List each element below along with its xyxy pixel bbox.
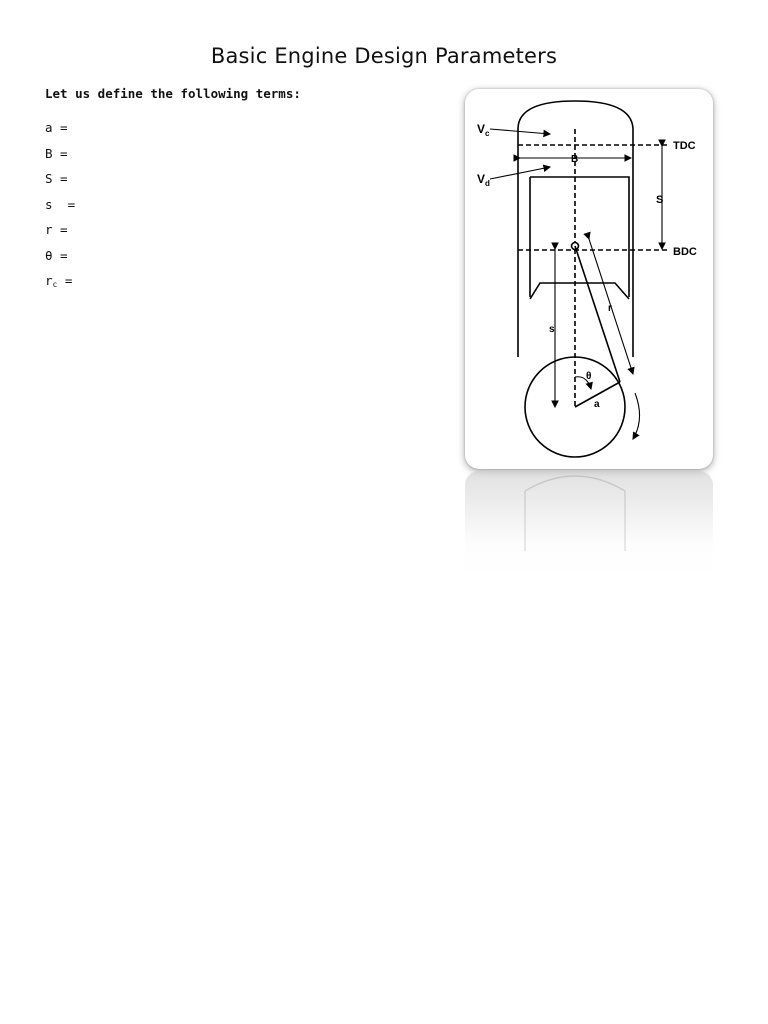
reflection-graphic <box>465 471 713 576</box>
vd-label: $V_d$ <box>477 172 490 188</box>
term-subscript: c <box>52 280 58 289</box>
term-symbol: r <box>45 222 53 237</box>
term-s <box>45 197 75 223</box>
tdc-label: TDC <box>673 140 696 152</box>
term-equals: = <box>57 273 73 288</box>
term-equals: = <box>52 222 68 237</box>
term-rc <box>45 273 75 299</box>
s-label: s <box>549 324 555 335</box>
cylinder-head <box>518 101 633 129</box>
term-equals: = <box>52 171 68 186</box>
term-equals: = <box>52 196 76 212</box>
term-equals: = <box>52 120 68 135</box>
piston <box>530 177 629 297</box>
vc-label: $V_c$ <box>477 122 490 138</box>
a-label: a <box>594 399 600 410</box>
engine-diagram-frame <box>465 89 713 469</box>
term-theta <box>45 248 75 274</box>
term-equals: = <box>52 247 68 263</box>
term-symbol: S <box>45 171 53 186</box>
figure-reflection <box>465 471 713 576</box>
term-r <box>45 222 75 248</box>
piston-skirt <box>530 283 629 299</box>
vc-arrow <box>490 129 550 134</box>
bore-label: B <box>571 154 579 165</box>
stroke-label: S <box>656 194 664 206</box>
intro-text: Let us define the following terms: <box>45 86 301 101</box>
rotation-arrow <box>633 393 640 439</box>
bdc-label: BDC <box>673 246 697 258</box>
page-title: Basic Engine Design Parameters <box>210 44 558 68</box>
term-bore <box>45 146 75 172</box>
term-symbol: r <box>45 273 53 288</box>
term-a <box>45 120 75 146</box>
term-symbol: s <box>45 196 53 212</box>
term-equals: = <box>52 145 68 161</box>
engine-diagram <box>465 89 713 469</box>
term-stroke <box>45 171 75 197</box>
r-label: r <box>608 303 612 314</box>
term-symbol: B <box>45 145 53 161</box>
theta-label: θ <box>586 371 592 382</box>
term-symbol: a <box>45 120 53 135</box>
term-symbol: θ <box>45 247 53 263</box>
term-list <box>45 120 75 299</box>
